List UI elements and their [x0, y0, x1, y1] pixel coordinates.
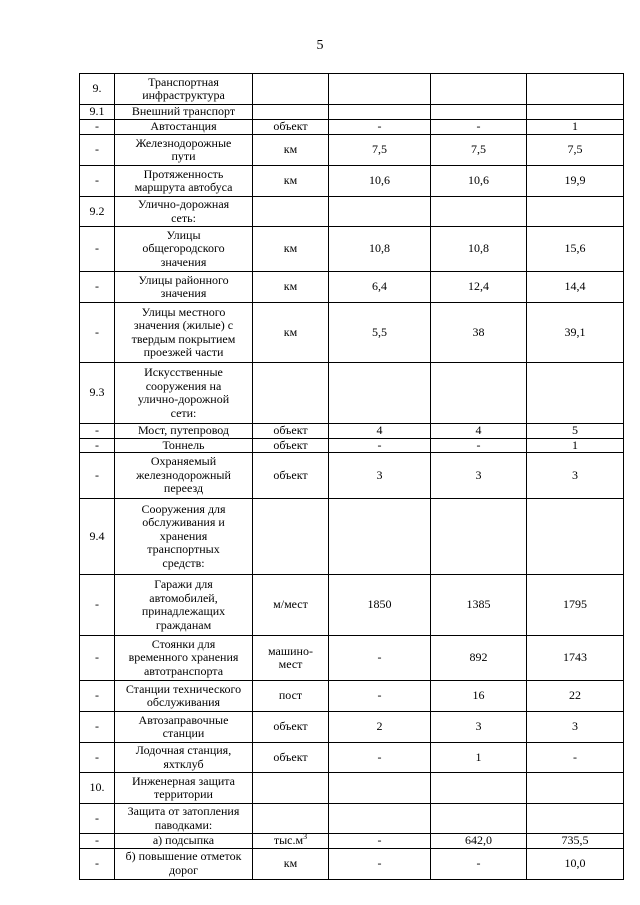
unit-cell-text: км [283, 173, 298, 188]
value-cell-3 [527, 773, 624, 804]
value-cell-1 [329, 424, 431, 439]
row-number-cell-text: - [95, 650, 99, 665]
value-cell-3 [527, 166, 624, 197]
value-cell-2-text: 12,4 [468, 279, 489, 294]
indicator-name-cell [115, 135, 253, 166]
unit-cell [253, 135, 329, 166]
value-cell-2-text: 10,8 [468, 241, 489, 256]
indicator-name-cell [115, 303, 253, 363]
unit-cell-text: пост [278, 688, 303, 703]
row-number-cell-text: - [95, 173, 99, 188]
value-cell-1 [329, 575, 431, 636]
value-cell-2-text: 10,6 [468, 173, 489, 188]
value-cell-2 [431, 712, 527, 743]
row-number-cell [80, 135, 115, 166]
row-number-cell [80, 105, 115, 120]
indicator-name-cell-text: Улицы районного значения [138, 272, 229, 300]
indicator-name-cell-text: Автостанция [150, 119, 217, 134]
value-cell-2-text: - [476, 437, 481, 452]
unit-cell [253, 804, 329, 834]
unit-cell-text: км [283, 241, 298, 256]
row-number-cell [80, 499, 115, 575]
indicator-name-cell [115, 712, 253, 743]
page-number: 5 [316, 38, 324, 53]
row-number-cell [80, 743, 115, 773]
row-number-cell [80, 197, 115, 227]
unit-cell-text: тыс.м [273, 833, 304, 847]
value-cell-1 [329, 681, 431, 712]
indicator-name-cell-text: Искусственные сооружения на улично-дорожной сети: [137, 365, 230, 420]
value-cell-2 [431, 575, 527, 636]
indicator-name-cell [115, 636, 253, 681]
table-row [80, 303, 624, 363]
value-cell-1-text: - [377, 437, 382, 452]
value-cell-2 [431, 743, 527, 773]
row-number-cell-text: 9.2 [89, 203, 105, 218]
table-row [80, 453, 624, 499]
value-cell-3 [527, 120, 624, 135]
value-cell-1-text: 10,6 [369, 173, 390, 188]
unit-cell [253, 499, 329, 575]
row-number-cell [80, 804, 115, 834]
value-cell-3-text: 5 [572, 423, 578, 437]
row-number-cell [80, 636, 115, 681]
table-row [80, 499, 624, 575]
row-number-cell [80, 575, 115, 636]
value-cell-1 [329, 499, 431, 575]
value-cell-2-text: 38 [472, 324, 485, 339]
value-cell-3-text: 22 [569, 688, 581, 703]
value-cell-3-text: 3 [572, 719, 578, 734]
value-cell-2-text: 892 [469, 650, 488, 665]
value-cell-3-text: 1 [572, 119, 578, 134]
value-cell-3 [527, 272, 624, 303]
value-cell-2 [431, 227, 527, 272]
table-row [80, 227, 624, 272]
value-cell-3 [527, 499, 624, 575]
value-cell-2 [431, 166, 527, 197]
value-cell-2 [431, 272, 527, 303]
value-cell-3 [527, 197, 624, 227]
row-number-cell-text: - [95, 467, 99, 482]
value-cell-3-text: 735,5 [561, 833, 589, 847]
indicator-name-cell-text: Железнодорожные пути [135, 135, 232, 163]
unit-cell-text: км [283, 855, 298, 870]
indicator-name-cell [115, 499, 253, 575]
table-row [80, 681, 624, 712]
table-row [80, 712, 624, 743]
indicator-name-cell [115, 363, 253, 424]
value-cell-3-text: 14,4 [564, 279, 586, 294]
indicator-name-cell-text: а) подсыпка [152, 833, 215, 847]
indicator-name-cell [115, 197, 253, 227]
value-cell-2-text: 4 [475, 423, 482, 437]
indicator-name-cell-text: Улично-дорожная сеть: [137, 197, 230, 225]
unit-cell [253, 681, 329, 712]
indicator-name-cell [115, 804, 253, 834]
unit-cell-text: объект [273, 719, 308, 734]
indicator-name-cell [115, 272, 253, 303]
unit-cell-text: км [283, 142, 298, 157]
indicator-name-cell-text: Сооружения для обслуживания и хранения транспортных средств: [141, 501, 226, 570]
row-number-cell [80, 712, 115, 743]
value-cell-3 [527, 848, 624, 879]
value-cell-3 [527, 804, 624, 834]
value-cell-2 [431, 363, 527, 424]
value-cell-1-text: - [377, 749, 382, 764]
value-cell-2-text: 7,5 [471, 142, 486, 157]
indicator-name-cell [115, 424, 253, 439]
value-cell-1-text: 1850 [367, 597, 392, 612]
row-number-cell-text: - [95, 688, 99, 703]
row-number-cell-text: - [95, 810, 99, 825]
value-cell-1 [329, 848, 431, 879]
unit-cell [253, 773, 329, 804]
unit-cell-text: м/мест [273, 597, 308, 612]
row-number-cell [80, 848, 115, 879]
value-cell-1 [329, 363, 431, 424]
row-number-cell [80, 272, 115, 303]
value-cell-2 [431, 499, 527, 575]
value-cell-2-text: 1 [475, 749, 482, 764]
table-row [80, 105, 624, 120]
indicator-name-cell-text: Автозаправочные станции [138, 712, 229, 740]
row-number-cell [80, 166, 115, 197]
value-cell-3-text: 10,0 [564, 855, 586, 870]
value-cell-2 [431, 834, 527, 849]
value-cell-3 [527, 303, 624, 363]
value-cell-1-text: - [377, 688, 382, 703]
value-cell-1-text: 3 [376, 467, 383, 482]
indicator-name-cell [115, 773, 253, 804]
unit-cell [253, 166, 329, 197]
value-cell-2 [431, 120, 527, 135]
value-cell-3 [527, 105, 624, 120]
value-cell-3 [527, 575, 624, 636]
row-number-cell [80, 363, 115, 424]
table-row [80, 848, 624, 879]
indicator-name-cell-text: Внешний транспорт [131, 104, 236, 119]
table-row [80, 272, 624, 303]
value-cell-1 [329, 74, 431, 105]
value-cell-2-text: 3 [475, 719, 482, 734]
value-cell-1-text: 4 [376, 423, 383, 437]
value-cell-2-text: - [476, 855, 481, 870]
indicator-name-cell [115, 105, 253, 120]
table-row [80, 74, 624, 105]
unit-cell [253, 74, 329, 105]
value-cell-3-text: 15,6 [564, 241, 586, 256]
row-number-cell-text: - [95, 142, 99, 157]
value-cell-1 [329, 120, 431, 135]
table-row [80, 120, 624, 135]
table-row [80, 197, 624, 227]
indicator-name-cell-text: Лодочная станция, яхтклуб [135, 743, 232, 771]
table-row [80, 438, 624, 453]
indicator-name-cell [115, 166, 253, 197]
unit-cell [253, 303, 329, 363]
indicator-name-cell-text: Охраняемый железнодорожный переезд [136, 454, 231, 496]
row-number-cell-text: 9.1 [89, 104, 105, 119]
indicator-name-cell-text: Защита от затопления паводками: [127, 804, 240, 832]
unit-cell [253, 575, 329, 636]
value-cell-1 [329, 773, 431, 804]
value-cell-1 [329, 804, 431, 834]
value-cell-1-text: 10,8 [369, 241, 390, 256]
row-number-cell [80, 453, 115, 499]
unit-cell-text: км [283, 324, 298, 339]
row-number-cell-text: 9.4 [89, 528, 105, 543]
row-number-cell-text: - [95, 119, 99, 134]
row-number-cell-text: - [95, 833, 99, 847]
indicator-name-cell-text: Мост, путепровод [137, 423, 230, 437]
value-cell-3-text: 39,1 [564, 324, 586, 339]
unit-cell [253, 120, 329, 135]
value-cell-2 [431, 804, 527, 834]
value-cell-1-text: 6,4 [372, 279, 387, 294]
indicator-name-cell [115, 681, 253, 712]
indicator-name-cell [115, 453, 253, 499]
indicator-name-cell [115, 438, 253, 453]
table-row [80, 743, 624, 773]
indicator-name-cell [115, 743, 253, 773]
value-cell-2-text: 16 [472, 688, 485, 703]
row-number-cell-text: 10. [89, 780, 105, 795]
value-cell-3-text: 3 [572, 467, 578, 482]
indicator-name-cell-text: Стоянки для временного хранения автотранспорта [128, 636, 239, 678]
value-cell-3-text: - [573, 749, 577, 764]
value-cell-3 [527, 438, 624, 453]
table-row [80, 135, 624, 166]
value-cell-3-text: 19,9 [564, 173, 586, 188]
table-row [80, 834, 624, 849]
value-cell-1 [329, 166, 431, 197]
unit-cell-text: км [283, 279, 298, 294]
value-cell-1-text: 7,5 [372, 142, 387, 157]
row-number-cell [80, 303, 115, 363]
row-number-cell [80, 438, 115, 453]
row-number-cell-text: - [95, 241, 99, 256]
row-number-cell-text: - [95, 423, 99, 437]
row-number-cell-text: - [95, 855, 99, 870]
unit-cell-text: объект [273, 437, 308, 452]
unit-cell-text: машино- мест [268, 643, 313, 671]
table-row [80, 575, 624, 636]
row-number-cell-text: - [95, 597, 99, 612]
row-number-cell-text: 9.3 [89, 385, 105, 400]
value-cell-1-text: - [377, 833, 382, 847]
indicator-name-cell-text: Транспортная инфраструктура [142, 74, 225, 102]
unit-cell [253, 712, 329, 743]
value-cell-1 [329, 438, 431, 453]
indicator-name-cell-text: б) повышение отметок дорог [125, 849, 242, 877]
unit-cell [253, 105, 329, 120]
indicator-name-cell-text: Станции технического обслуживания [125, 681, 242, 709]
row-number-cell-text: - [95, 324, 99, 339]
value-cell-2-text: 3 [475, 467, 482, 482]
value-cell-3-text: 7,5 [567, 142, 583, 157]
value-cell-2 [431, 438, 527, 453]
value-cell-3 [527, 424, 624, 439]
value-cell-1 [329, 227, 431, 272]
unit-cell-text: объект [273, 749, 308, 764]
value-cell-2-text: 642,0 [465, 833, 492, 847]
value-cell-1-text: 2 [376, 719, 383, 734]
value-cell-1 [329, 636, 431, 681]
indicator-name-cell-text: Улицы местного значения (жилые) с твердым покрытием проезжей части [131, 304, 236, 359]
value-cell-2 [431, 681, 527, 712]
unit-cell [253, 636, 329, 681]
value-cell-2 [431, 105, 527, 120]
row-number-cell [80, 424, 115, 439]
value-cell-2-text: 1385 [466, 597, 491, 612]
table-row [80, 773, 624, 804]
unit-cell [253, 848, 329, 879]
unit-cell [253, 438, 329, 453]
row-number-cell [80, 74, 115, 105]
indicator-name-cell-text: Улицы общегородского значения [142, 227, 225, 269]
row-number-cell [80, 227, 115, 272]
value-cell-2 [431, 74, 527, 105]
value-cell-3-text: 1743 [563, 650, 587, 665]
value-cell-2 [431, 197, 527, 227]
value-cell-3 [527, 834, 624, 849]
indicators-table [79, 73, 624, 880]
value-cell-2 [431, 848, 527, 879]
unit-cell [253, 424, 329, 439]
table-row [80, 804, 624, 834]
value-cell-1-text: - [377, 119, 382, 134]
value-cell-1 [329, 272, 431, 303]
value-cell-2 [431, 424, 527, 439]
unit-cell-text: объект [273, 119, 308, 134]
value-cell-3 [527, 363, 624, 424]
value-cell-3-text: 1 [572, 437, 578, 452]
value-cell-1 [329, 712, 431, 743]
value-cell-3 [527, 712, 624, 743]
value-cell-1-text: - [377, 650, 382, 665]
indicator-name-cell-text: Гаражи для автомобилей, принадлежащих гражданам [141, 577, 226, 632]
indicator-name-cell [115, 120, 253, 135]
unit-cell-text: объект [273, 467, 308, 482]
table-row [80, 363, 624, 424]
row-number-cell [80, 681, 115, 712]
indicator-name-cell-text: Протяженность маршрута автобуса [134, 166, 233, 194]
row-number-cell [80, 834, 115, 849]
value-cell-3 [527, 636, 624, 681]
value-cell-3 [527, 681, 624, 712]
unit-cell [253, 197, 329, 227]
value-cell-2 [431, 773, 527, 804]
unit-cell [253, 363, 329, 424]
value-cell-1 [329, 453, 431, 499]
value-cell-1 [329, 105, 431, 120]
indicator-name-cell [115, 227, 253, 272]
value-cell-3 [527, 743, 624, 773]
value-cell-2 [431, 453, 527, 499]
indicator-name-cell [115, 848, 253, 879]
row-number-cell-text: - [95, 719, 99, 734]
unit-superscript: 3 [303, 832, 308, 841]
unit-cell [253, 453, 329, 499]
value-cell-1 [329, 743, 431, 773]
indicator-name-cell [115, 575, 253, 636]
value-cell-3 [527, 227, 624, 272]
row-number-cell-text: - [95, 437, 99, 452]
value-cell-1-text: - [377, 855, 382, 870]
unit-cell-text: объект [273, 423, 308, 437]
table-row [80, 166, 624, 197]
value-cell-2 [431, 303, 527, 363]
row-number-cell [80, 773, 115, 804]
row-number-cell-text: 9. [92, 81, 102, 96]
unit-cell [253, 227, 329, 272]
indicator-name-cell [115, 74, 253, 105]
value-cell-1 [329, 303, 431, 363]
value-cell-2-text: - [476, 119, 481, 134]
indicator-name-cell-text: Инженерная защита территории [131, 773, 235, 801]
value-cell-1 [329, 197, 431, 227]
indicator-name-cell [115, 834, 253, 849]
value-cell-1 [329, 834, 431, 849]
value-cell-2 [431, 135, 527, 166]
value-cell-3 [527, 453, 624, 499]
unit-cell [253, 272, 329, 303]
table-row [80, 424, 624, 439]
row-number-cell-text: - [95, 749, 99, 764]
unit-cell [253, 834, 329, 849]
value-cell-2 [431, 636, 527, 681]
value-cell-3 [527, 135, 624, 166]
indicator-name-cell-text: Тоннель [162, 437, 205, 452]
value-cell-3-text: 1795 [563, 597, 587, 612]
value-cell-1-text: 5,5 [372, 324, 387, 339]
row-number-cell [80, 120, 115, 135]
value-cell-1 [329, 135, 431, 166]
table-row [80, 636, 624, 681]
value-cell-3 [527, 74, 624, 105]
unit-cell [253, 743, 329, 773]
row-number-cell-text: - [95, 279, 99, 294]
